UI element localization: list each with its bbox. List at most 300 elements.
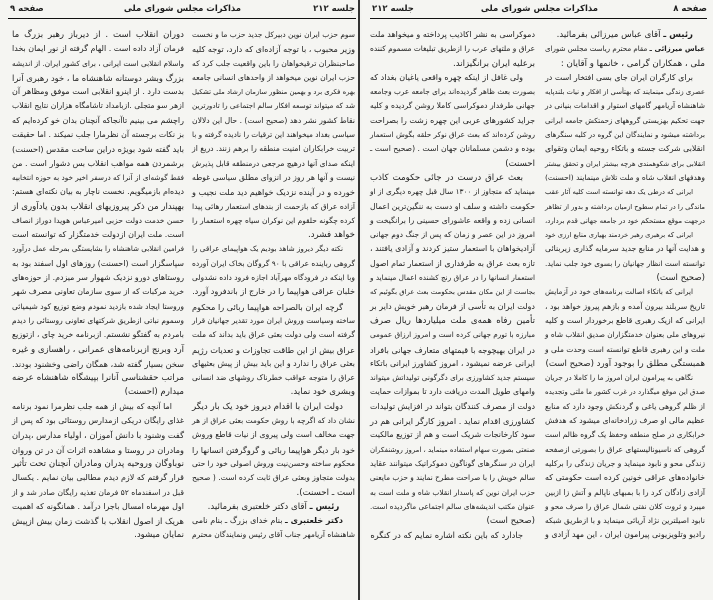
text-line <box>192 357 355 371</box>
text-line <box>545 171 705 185</box>
text-line <box>370 271 535 285</box>
line-text: حسن خدمت دولت حزبی امیرعباس هویدا دوراز انصاف <box>12 215 184 225</box>
line-text: باید گفته شود بویژه دراین ساحت مقدس (احسنت) <box>12 144 184 155</box>
text-line <box>545 457 705 471</box>
line-text: زندگی محو و نابود مینماید و جریان زندگی را برکلیه <box>545 458 705 468</box>
header-rule <box>370 18 707 19</box>
line-text: تازه بعث عراق به طرفداری از استعمار تمام اصول <box>370 258 535 268</box>
line-text: تاریخ سربلند بیرون آمده و بازهم پیروز خواهد بود ، <box>545 301 705 311</box>
line-text: قبل در اسفندماه ۵۲ فرمان تغذیه رایگان صادر شد و از <box>12 487 184 497</box>
line-text: برعلیه ایران برانگیزاند. <box>452 58 535 69</box>
text-line <box>12 328 184 342</box>
text-line <box>545 57 705 71</box>
text-line <box>370 214 535 228</box>
line-text: شد که میتواند توسعه افکار سالم اجتماعی را تادورترین <box>192 101 355 111</box>
line-text: نقاط کشور نشر دهد (صحیح است) . حال این دلالان <box>192 115 355 125</box>
line-text: عنوان مکتب اندیشه‌های سالم اجتماعی ماگردیده است. <box>370 501 535 511</box>
text-line <box>192 257 355 271</box>
text-line <box>370 228 535 242</box>
line-text: آزادیخواهان با استعمار ستیز کردند و آزادی یافتند ، <box>370 244 535 254</box>
text-line <box>370 371 535 385</box>
text-line <box>12 385 184 399</box>
text-line <box>545 314 705 328</box>
text-line <box>12 242 184 256</box>
line-text: روشن کرده‌اند که بعث عراق نوکر حلقه بگوش استعمار <box>370 130 535 140</box>
text-line <box>192 128 355 142</box>
line-text: فقط گوشه‌ای از آنرا که درسفر اخیر خود به حوزه انتخابیه <box>11 172 184 182</box>
line-text: نمایان میشود. <box>134 530 184 541</box>
text-line <box>12 128 184 142</box>
line-text: خرید مرکبات که از سوی سازمان تعاونی مصرف شهر <box>12 287 184 297</box>
line-text: حزب ایران نوین میخواهد از واحدهای انسانی جامعه <box>192 72 355 82</box>
text-line <box>545 242 705 256</box>
line-text: خواهد فشرد. <box>308 230 355 241</box>
text-line <box>545 471 705 485</box>
line-text: روستاهای دورو نزدیک شهوار سر میزدم. از حوزه‌های <box>12 273 184 283</box>
text-line <box>545 300 705 314</box>
line-text: احسنت) <box>505 158 535 169</box>
text-line <box>370 42 535 56</box>
line-text: رادیو وتلویزیونی پیرامون ایران ، این مهد آزادی و <box>545 530 705 540</box>
line-text: حزب ایران نوین که پاسدار انقلاب شاه و ملت است به <box>370 487 535 497</box>
line-text: نکته دیگر دیروز شاهد بودیم یک هواپیمای عراقی را <box>192 244 343 254</box>
text-line <box>12 157 184 171</box>
text-line <box>545 200 705 214</box>
line-text: هریک از اصول انقلاب با گذشت زمان بیش ازپیش <box>12 516 184 527</box>
line-text: فرامین انقلابی شاهنشاه را بشایستگی بمرحله عمل درآورد <box>12 244 184 254</box>
line-text: بوده و دشمن مسلمانان جهان است . (صحیح است ـ <box>370 144 535 154</box>
page-header <box>372 4 707 18</box>
text-line <box>192 99 355 113</box>
line-text: ایرانی که برهبری رهبر خردمند بهیاری منابع ارزی خود <box>545 231 693 240</box>
text-line <box>12 285 184 299</box>
text-line <box>370 242 535 256</box>
line-text: اما آنچه که بیش از همه جلب نظرمرا نمود برنامه <box>12 401 172 411</box>
text-line <box>370 385 535 399</box>
text-line <box>545 443 705 457</box>
text-line <box>192 343 355 357</box>
text-line <box>12 214 184 228</box>
line-text: صدق این موقع میگذارد در غرب کشور ما ملتی وتجدیده <box>545 388 705 397</box>
line-text: قرار گرفتم که لازم دیدم مطالبی بیان نمایم . یکسال <box>12 473 184 483</box>
line-text: جادارد که باین نکته اشاره نمایم که در کنگره <box>370 530 523 541</box>
text-line <box>545 142 705 156</box>
text-line <box>545 257 705 271</box>
line-text: تربیت خرابکاران امنیت منطقه را برهم زنند. دریغ از <box>192 144 355 154</box>
text-line <box>545 343 705 357</box>
text-line <box>12 114 184 128</box>
text-line <box>545 414 705 428</box>
line-text: گرفته است ولی دولت بعثی عراق باید بداند که ملت <box>192 330 355 340</box>
line-text: خانواده‌های عراقی خونین کرده است حکومتی که <box>545 473 705 483</box>
line-text: سالم خویش را با صراحت مطرح نمایند و حزب مایعنی <box>369 473 535 483</box>
text-line <box>545 128 705 142</box>
text-line <box>12 185 184 199</box>
line-text: بنام خدای بزرگ ـ بنام نامی <box>192 516 286 526</box>
line-text: فرمان آزاد داده است . الهام گرفته از نور ایمان بخدا <box>12 44 184 54</box>
text-line <box>192 285 355 299</box>
text-line <box>370 85 535 99</box>
text-line <box>12 357 184 371</box>
text-line <box>545 42 705 56</box>
line-text: نیست و آنها هر روز در انزوای مطلق سیاسی غوطه <box>192 172 355 182</box>
line-text: مقام محترم ریاست مجلس شورای <box>545 44 650 54</box>
text-line <box>12 428 184 442</box>
text-line <box>192 457 355 471</box>
line-text: وبشری خود نماید. <box>290 387 355 398</box>
line-text: است. ملت ایران ازدولت خدمتگزار که توانسته است <box>12 230 184 240</box>
line-text: آزادی زادگان کرد را با بمبهای ناپالم و آتش زا ازبین <box>545 487 705 497</box>
line-text: عراق و ملتهای عرب را ازطریق تبلیغات مسموم کننده <box>370 44 535 54</box>
text-line <box>192 271 355 285</box>
session-number: جلسه ۲۱۲ <box>372 4 414 14</box>
text-line <box>192 71 355 85</box>
text-line <box>370 157 535 171</box>
text-line <box>12 457 184 471</box>
text-line <box>192 314 355 328</box>
text-line <box>192 200 355 214</box>
text-line <box>370 200 535 214</box>
text-line <box>192 328 355 342</box>
line-text: در ایران بهیچوجه با قیمتهای متعارف جهانی بافراد <box>370 344 535 355</box>
line-text: گرچه ایران بالصراحه هواپیما ربائی را محکوم <box>192 301 343 312</box>
line-text: سوم حزب ایران نوین دبیرکل جدید حزب ما و نخست <box>192 30 355 39</box>
line-text: جهت تحکیم بهزیستی گروههای زحمتکش جامعه ایرانی <box>545 115 705 125</box>
line-text: نگاهی به پیرامون ایران امروز ما را کاملا در جریان <box>545 373 693 383</box>
line-text: آقای دکتر خلعتبری بفرمائید. <box>207 501 310 512</box>
publication-title: مذاکرات مجلس شورای ملی <box>123 4 242 14</box>
text-line <box>12 528 184 542</box>
text-line <box>192 414 355 428</box>
line-text: جراید کشورهای عربی این چهره زشت را بصراحت <box>370 115 535 125</box>
line-text: بجاست از این مکان مقدس بحکومت بعث عراق بگوئیم که <box>370 288 535 297</box>
text-line <box>370 528 535 542</box>
line-text: امروز در این عصر و زمان که پس از جنگ دوم جهانی <box>370 230 535 240</box>
text-line <box>370 514 535 528</box>
line-text: (صحیح است) <box>656 273 705 284</box>
line-text: شاهنشاه آریامهر جناب آقای رئیس ونمایندگان محترم <box>192 530 355 540</box>
line-text: تأمین رفاه همه‌ی ملت میلیاردها ریال صرف <box>370 315 535 326</box>
text-line <box>545 214 705 228</box>
line-text: ملت و این رهبری قاطع توانسته است وحدت ملی و <box>545 344 705 354</box>
line-text: عصری زندگی مینمایند که بهتأسی از افکار و نیات بلندپایه <box>545 88 705 97</box>
text-line <box>12 414 184 428</box>
line-text: دولت ایران به تأسی از فرمان رهبر خویش دایر بر <box>370 301 535 311</box>
line-text: دولت از مصرف کنندگان بتواند در افزایش تولیدات <box>370 401 535 411</box>
page-header <box>10 4 355 18</box>
page-number: صفحه ۹ <box>10 4 44 14</box>
text-line <box>370 400 535 414</box>
line-text: جهت مخالف است ولی پیروی از نیات قاطع وروش <box>192 430 355 440</box>
line-text: دموکراسی به نشر اکاذیب پرداخته و میخواهد ملت <box>370 30 535 39</box>
line-text: گفت وشنود با دانش آموزان ، اولیاء مدارس ،پدران <box>12 430 184 441</box>
line-text: سیستم جدید کشاورزی برای دگرگونی تولیداتش میتواند <box>370 373 535 383</box>
text-line <box>12 71 184 85</box>
line-text: بصورت بعث ظاهر گردیده‌اند برای جامعه عرب وجامعه <box>370 87 535 97</box>
text-line <box>370 500 535 514</box>
speaker-name: دکتر خلعتبری ـ <box>285 516 343 526</box>
line-text: صنعتی بصورت سهام استفاده مینماید ، امروز روشنفکران <box>370 445 535 454</box>
line-text: بز نکات برجسته آن نظرمارا جلب نمیکند . اما حقیقت <box>12 130 184 140</box>
text-line <box>192 300 355 314</box>
header-rule <box>8 18 356 19</box>
line-text: صاحبنظران ترقیخواهان را باین واقعیت جلب کرد که <box>192 58 355 68</box>
line-text: ماندگی را در تمام سطوح ازمیان برداشته و بدور از تظاهر <box>545 202 705 211</box>
text-line <box>370 185 535 199</box>
line-text: دوران انقلاب است . از دیرباز رهبر بزرگ ما <box>12 30 184 40</box>
text-line <box>192 85 355 99</box>
line-text: واسلام انقلابی است ایرانی ، برای کشور ایران. از اندیشه <box>12 58 184 68</box>
publication-title: مذاکرات مجلس شورای ملی <box>480 4 599 14</box>
right-page <box>362 0 713 600</box>
text-line <box>12 500 184 514</box>
text-line <box>370 428 535 442</box>
line-text: ایرانی که باتکاء اصالت برنامه‌های خود در آزمایش <box>545 287 693 297</box>
line-text: راچشم می بینیم تاآنجاکه آنچنان بدان خو کرده‌ایم که <box>12 115 184 125</box>
text-line <box>12 142 184 156</box>
text-line <box>545 185 705 199</box>
text-line <box>370 471 535 485</box>
text-line <box>12 371 184 385</box>
speaker-name: عباس میرزائی ـ <box>649 44 705 54</box>
text-line <box>545 500 705 514</box>
text-line <box>12 471 184 485</box>
text-line <box>192 500 355 514</box>
line-text: خود بار دیگر هواپیما ربائی و گروگرفتن انسانها را <box>192 444 355 455</box>
text-line <box>12 42 184 56</box>
text-line <box>545 486 705 500</box>
line-text: کشاورزی اقدام نماید . امروز کارگر ایرانی هم در <box>370 416 535 427</box>
text-line <box>545 157 705 171</box>
text-line <box>545 271 705 285</box>
text-line <box>370 257 535 271</box>
text-line <box>12 99 184 113</box>
line-text: آقای عباس میرزائی بفرمائید. <box>556 30 664 40</box>
text-line <box>192 471 355 485</box>
line-text: نشان داد که اگرچه با روش حکومت بعثی عراق از هر <box>192 416 355 426</box>
line-text: سود کارخانجات شریک است و هم از توزیع مالکیت <box>370 430 535 440</box>
text-line <box>192 385 355 399</box>
text-line <box>545 71 705 85</box>
text-line <box>545 228 705 242</box>
text-line <box>192 528 355 542</box>
text-line <box>192 42 355 56</box>
line-text: ایران در سنگرهای گوناگون دموکراتیک میتوانند عقاید <box>370 458 535 468</box>
line-text: وامهای طویل المدت دریافت دارد تا بموازات حمایت <box>370 387 535 397</box>
line-text: مبارزه با تورم جهانی کرده است و امروز ارزاق عمومی <box>370 330 535 340</box>
text-line <box>12 200 184 214</box>
text-column-left <box>12 28 184 543</box>
text-line <box>12 314 184 328</box>
session-number: جلسه ۲۱۲ <box>313 4 355 14</box>
line-text: بامردم به گفتگو نشستم. ازبرنامه خرید چای ، ازتوزیع <box>11 330 184 340</box>
speaker-name: رئیس ـ <box>663 30 693 40</box>
line-text: است ـ احسنت). <box>296 487 355 498</box>
line-text: درجهت موقع مستحکم خود در جامعه جهانی قدم بردارد، <box>545 216 705 225</box>
text-line <box>192 171 355 185</box>
line-text: وبا اینکه در فرودگاه مهرآباد اجازه فرود داده نشدولی <box>192 273 355 283</box>
line-text: ملی ، همکاران گرامی ، خانمها و آقایان : <box>560 58 705 69</box>
text-line <box>192 228 355 242</box>
text-line <box>545 85 705 99</box>
line-text: گروهی رباینده عراقی با ۹۰ گروگان بخاک ایران آورده <box>192 258 355 268</box>
line-text: ازهر سو متجلی .ازبامداد تاشامگاه هزاران نتایج انقلاب <box>12 101 184 111</box>
text-column-right <box>545 28 705 543</box>
line-text: شاهنشاه آریامهر گامهای استوار و اقدامات بنیانی در <box>545 101 705 111</box>
text-line <box>545 371 705 385</box>
line-text: بدولت متجاوز وبعثی عراق ثابت کرده است. ( صحیح <box>192 473 355 483</box>
text-line <box>192 185 355 199</box>
line-text: انسانی زده و واقعه عاشورای حسینی را برانگیخت و <box>370 215 535 225</box>
text-line <box>370 285 535 299</box>
text-line <box>12 400 184 414</box>
line-text: اینکه صدای آنها درهیچ مرجعی درمنطقه قابل پذیرش <box>192 158 355 168</box>
text-line <box>370 414 535 428</box>
text-line <box>192 28 355 42</box>
line-text: وزیر محبوب ، با توجه آزاده‌ای که دارد، توجه کلیه <box>191 44 355 55</box>
line-text: بزرگ وبشر دوستانه شاهنشاه ما ، خود رهبری آنرا <box>12 72 184 83</box>
line-text: بهپندار من ذکر پیروزیهای انقلاب بدون یادآوری از <box>12 201 184 212</box>
text-line <box>12 85 184 99</box>
text-line <box>192 486 355 500</box>
text-line <box>370 486 535 500</box>
text-line <box>12 486 184 500</box>
text-line <box>192 443 355 457</box>
text-line <box>12 57 184 71</box>
line-text: از ظلم گروهی یاغی و گردنکش وجود دارد که منابع <box>545 401 705 411</box>
text-line <box>370 457 535 471</box>
text-line <box>370 71 535 85</box>
text-line <box>370 328 535 342</box>
text-column-left <box>370 28 535 543</box>
text-line <box>545 385 705 399</box>
line-text: جهانی طرفدار دموکراسی کاملا روشن گردیده و کلیه <box>370 101 535 111</box>
line-text: دیده‌ام بازمیگویم. نخست ناچار به بیان نکته‌ای هستم: <box>12 187 184 197</box>
text-column-right <box>192 28 355 543</box>
text-line <box>545 328 705 342</box>
line-text: مراتب حقشناسی آنانرا بپیشگاه شاهنشاه عرضه <box>12 373 184 384</box>
text-line <box>370 300 535 314</box>
text-line <box>12 228 184 242</box>
line-text: استعمار انسانها را در عراق رنج کشنده اعمال مینماید و <box>370 273 535 283</box>
text-line <box>192 428 355 442</box>
text-line <box>12 257 184 271</box>
line-text: نابود اصیلترین نژاد آریائی مینماید و با ازطریق شبکه <box>545 516 705 526</box>
text-line <box>370 343 535 357</box>
line-text: دولت ایران با اقدام دیروز خود یک بار دیگر <box>192 401 343 412</box>
text-line <box>545 514 705 528</box>
line-text: انقلابی شرکت جسته و باتکاء روحیه ایمان وتقوای <box>545 144 705 154</box>
line-text: سپاسگزار است (احسنت) روزهای اول اسفند بود به <box>11 258 184 268</box>
line-text: بدست دارد . از اینرو انقلابی است موفق ومظاهر آن <box>12 87 184 97</box>
text-line <box>545 114 705 128</box>
text-line <box>192 142 355 156</box>
line-text: بعث عراق درست در جائی حکومت کاذب <box>370 172 523 183</box>
line-text: ساخته وسیاست وروش ایران مورد تقدیر جهانیان قرار <box>192 315 355 325</box>
line-text: آرد وبرنج ازبرنامه‌های عمرانی ، راهسازی و غیره <box>12 344 184 355</box>
text-line <box>370 57 535 71</box>
line-text: انقلابی برای شکوهمندی هرچه بیشتر ایران و تحقق بیشتر <box>545 159 705 168</box>
line-text: مینماید که متجاوز از ۱۳۰۰ سال قبل چهره دیگری از او <box>370 187 535 197</box>
line-text: (صحیح است) <box>486 516 535 527</box>
line-text: آزاده عراق که بازحمت از بندهای استعمار رهائی پیدا <box>192 201 355 211</box>
text-line <box>545 400 705 414</box>
text-line <box>370 99 535 113</box>
speaker-name: رئیس ـ <box>309 501 340 512</box>
text-line <box>370 28 535 42</box>
text-line <box>12 443 184 457</box>
line-text: ومادران در روستا و مشاهده اثرات آن در تن وروان <box>11 444 184 455</box>
text-line <box>545 528 705 542</box>
text-line <box>192 214 355 228</box>
line-text: برداشته میشود و نمایندگان این گروه در کلیه سنگرهای <box>544 130 705 140</box>
line-text: اول مهرماه امسال باجرا درآمد . همانگونه که اهمیت <box>12 501 184 511</box>
text-line <box>192 400 355 414</box>
line-text: کرده چگونه حلقوم این نوکران سیاه چهره استعمار را <box>192 215 355 225</box>
line-text: وسموم نباتی ازطریق شرکتهای تعاونی روستائی را دیدم <box>12 315 184 325</box>
line-text: محکوم ساخته وحسن‌نیت وروش اصولی خود را حتی <box>192 458 355 468</box>
text-line <box>370 314 535 328</box>
line-text: بهره فکری برد و بهمین منظور سازمان ارشاد ملی تشکیل <box>192 88 355 97</box>
line-text: ایرانی که درطی یک دهه توانسته است کلیه آثار عقب <box>545 188 693 197</box>
line-text: خورده و در آینده نزدیک خواهیم دید ملت نجیب و <box>191 187 355 198</box>
line-text: عظیم مالی او صرف زرادخانه‌ای میشود که هدفش <box>545 416 705 426</box>
text-line <box>370 114 535 128</box>
line-text: وروستا ایجاد شده بازدید نمودم وضع توزیع کود شیمیائی <box>12 301 184 311</box>
line-text: بعثی عراق را ندارد و این باید بیش از پیش بعثیهای <box>191 358 355 368</box>
line-text: خلبان عراقی هواپیما را در خارج از باندفرود آورد. <box>192 287 355 297</box>
text-line <box>192 157 355 171</box>
text-line <box>12 514 184 528</box>
line-text: ایرانی که ازیک رهبری قاطع برخوردار است و کلیه <box>545 315 705 325</box>
line-text: سیاسی بغداد میخواهند این ترقیات را نادیده گرفته و با <box>192 130 355 140</box>
line-text: ایرانی عرضه نمیشود ، امروز کشاورز ایرانی باتکاء <box>370 358 535 368</box>
text-line <box>545 428 705 442</box>
line-text: همبستگی مطلق را بوجود آورد (صحیح است) <box>545 358 705 369</box>
page-number: صفحه ۸ <box>673 4 707 14</box>
text-line <box>370 142 535 156</box>
text-line <box>192 514 355 528</box>
line-text: برای کارگران ایران جای بسی افتخار است در <box>545 72 693 82</box>
line-text: میبرد و ثروت کلان نفتی شمال عراق را صرف محو و <box>545 501 705 511</box>
text-line <box>12 300 184 314</box>
line-text: نوباوگان وروحیه پدران ومادران آنچنان تحت تأثیر <box>12 458 184 469</box>
text-line <box>545 285 705 299</box>
line-text: عراق را متوجه عواقب خطرناک روشهای ضد انسانی <box>192 373 355 383</box>
line-text: عراق بیش از این طاقت تجاوزات و تعدیات رژیم <box>192 344 355 355</box>
line-text: ولی غافل از اینکه چهره واقعی یاغیان بغداد که <box>370 72 523 82</box>
line-text: سخن بسیار گفته شد، همگان راضی وخشنود بودند. <box>12 358 184 369</box>
line-text: میدارم (احسنت) <box>124 387 184 398</box>
line-text: و هدایت آنها در منابع جدید سرمایه گذاری زیربنائی <box>545 244 705 254</box>
line-text: گروهی که ناسیونالیستهای عراق را بصورتی ازصفحه <box>545 444 705 454</box>
line-text: حکومت داشته و سلف او دست به ننگین‌ترین اعمال <box>370 201 535 211</box>
text-line <box>12 171 184 185</box>
line-text: برشمردن همه مواهب انقلاب بس دشوار است . من <box>12 158 184 168</box>
line-text: وهدفهای انقلاب شاه و ملت تلاش مینمایند (احسنت) <box>545 172 705 182</box>
text-line <box>545 28 705 42</box>
text-line <box>370 443 535 457</box>
line-text: غذای رایگان دریکی ازمدارس روستائی بود که پس از <box>12 416 184 426</box>
line-text: خرابکاری در صلح منطقه وحفظ یک گروه ظالم است <box>545 430 705 440</box>
text-line <box>12 343 184 357</box>
text-line <box>12 271 184 285</box>
text-line <box>192 57 355 71</box>
text-line <box>192 371 355 385</box>
text-line <box>12 28 184 42</box>
line-text: توانسته است انظار جهانیان را بسوی خود جلب نماید. <box>545 258 705 268</box>
text-line <box>545 99 705 113</box>
